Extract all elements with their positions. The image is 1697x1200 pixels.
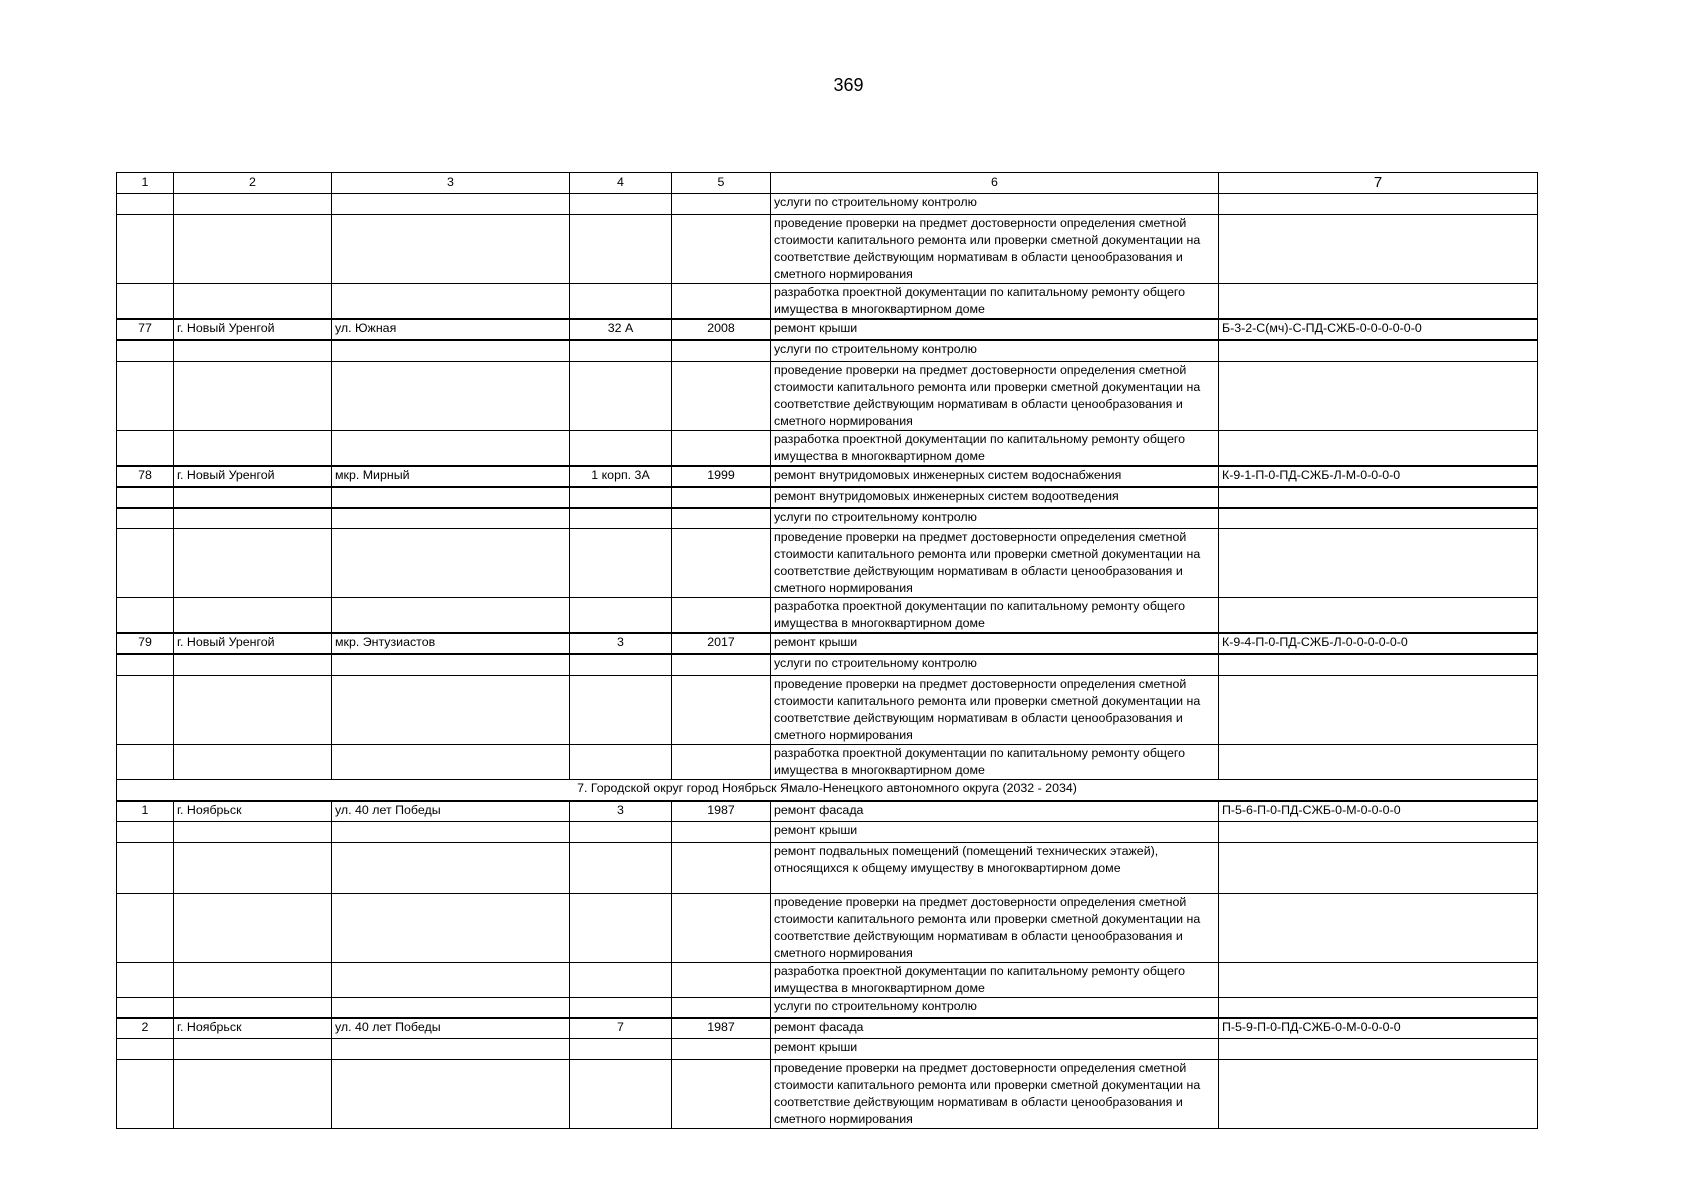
building-code-cell — [1219, 430, 1538, 466]
work-type-cell: разработка проектной документации по капитальному ремонту общего имущества в многоквартирном доме — [771, 284, 1219, 320]
table-row — [117, 1039, 1538, 1060]
header-row — [117, 173, 1538, 194]
street-cell — [332, 675, 570, 744]
street-cell — [332, 963, 570, 998]
number-cell — [117, 1039, 174, 1060]
repair-register-table — [116, 172, 1538, 1129]
building-code-cell — [1219, 843, 1538, 894]
year-cell — [672, 430, 771, 466]
street-cell — [332, 822, 570, 843]
section-title: 7. Городской округ город Ноябрьск Ямало-Ненецкого автономного округа (2032 - 2034) — [117, 779, 1538, 801]
year-cell — [672, 529, 771, 598]
year-cell — [672, 654, 771, 675]
street-cell — [332, 894, 570, 963]
street-cell — [332, 194, 570, 215]
number-cell: 1 — [117, 801, 174, 822]
year-cell: 2008 — [672, 319, 771, 340]
city-cell: г. Новый Уренгой — [174, 633, 332, 654]
work-type-cell: услуги по строительному контролю — [771, 654, 1219, 675]
street-cell — [332, 487, 570, 508]
table-row — [117, 340, 1538, 361]
house-cell — [570, 529, 672, 598]
building-code-cell — [1219, 1039, 1538, 1060]
house-cell — [570, 194, 672, 215]
year-cell — [672, 744, 771, 779]
year-cell — [672, 361, 771, 430]
number-cell — [117, 340, 174, 361]
building-code-cell — [1219, 963, 1538, 998]
street-cell — [332, 361, 570, 430]
year-cell — [672, 215, 771, 284]
city-cell — [174, 529, 332, 598]
work-type-cell: проведение проверки на предмет достоверности определения сметной стоимости капитального ремонта или проверки сметной документации на соответствие действующим нормативам в области ценообразования и сметного нормирования — [771, 215, 1219, 284]
city-cell: г. Новый Уренгой — [174, 466, 332, 487]
year-cell: 2017 — [672, 633, 771, 654]
city-cell — [174, 843, 332, 894]
street-cell — [332, 598, 570, 634]
street-cell — [332, 340, 570, 361]
year-cell — [672, 1039, 771, 1060]
city-cell: г. Ноябрьск — [174, 801, 332, 822]
header-cell: 7 — [1219, 173, 1538, 194]
year-cell — [672, 1060, 771, 1129]
number-cell — [117, 529, 174, 598]
number-cell — [117, 822, 174, 843]
table-row — [117, 744, 1538, 779]
table-row — [117, 319, 1538, 340]
work-type-cell: проведение проверки на предмет достоверности определения сметной стоимости капитального ремонта или проверки сметной документации на соответствие действующим нормативам в области ценообразования и сметного нормирования — [771, 894, 1219, 963]
number-cell — [117, 284, 174, 320]
house-cell — [570, 361, 672, 430]
table-row — [117, 801, 1538, 822]
city-cell — [174, 998, 332, 1018]
street-cell — [332, 1060, 570, 1129]
number-cell — [117, 361, 174, 430]
number-cell — [117, 1060, 174, 1129]
house-cell — [570, 654, 672, 675]
building-code-cell — [1219, 894, 1538, 963]
work-type-cell: услуги по строительному контролю — [771, 508, 1219, 529]
street-cell — [332, 508, 570, 529]
header-cell: 6 — [771, 173, 1219, 194]
year-cell — [672, 284, 771, 320]
work-type-cell: проведение проверки на предмет достоверности определения сметной стоимости капитального ремонта или проверки сметной документации на соответствие действующим нормативам в области ценообразования и сметного нормирования — [771, 675, 1219, 744]
work-type-cell: разработка проектной документации по капитальному ремонту общего имущества в многоквартирном доме — [771, 598, 1219, 634]
number-cell — [117, 963, 174, 998]
work-type-cell: ремонт крыши — [771, 633, 1219, 654]
building-code-cell — [1219, 675, 1538, 744]
work-type-cell: проведение проверки на предмет достоверности определения сметной стоимости капитального ремонта или проверки сметной документации на соответствие действующим нормативам в области ценообразования и сметного нормирования — [771, 361, 1219, 430]
table-row — [117, 598, 1538, 634]
building-code-cell — [1219, 654, 1538, 675]
number-cell: 79 — [117, 633, 174, 654]
year-cell — [672, 998, 771, 1018]
header-cell: 4 — [570, 173, 672, 194]
number-cell — [117, 598, 174, 634]
number-cell — [117, 675, 174, 744]
year-cell — [672, 598, 771, 634]
year-cell — [672, 194, 771, 215]
work-type-cell: ремонт крыши — [771, 1039, 1219, 1060]
work-type-cell: ремонт крыши — [771, 319, 1219, 340]
table-row — [117, 998, 1538, 1018]
table-row — [117, 843, 1538, 894]
city-cell — [174, 822, 332, 843]
house-cell — [570, 744, 672, 779]
table-row — [117, 1060, 1538, 1129]
city-cell — [174, 508, 332, 529]
year-cell — [672, 508, 771, 529]
header-cell: 5 — [672, 173, 771, 194]
building-code-cell — [1219, 998, 1538, 1018]
street-cell: ул. 40 лет Победы — [332, 1018, 570, 1039]
city-cell — [174, 194, 332, 215]
city-cell — [174, 894, 332, 963]
city-cell — [174, 215, 332, 284]
year-cell: 1999 — [672, 466, 771, 487]
header-cell: 1 — [117, 173, 174, 194]
year-cell: 1987 — [672, 801, 771, 822]
house-cell: 3 — [570, 633, 672, 654]
table-row — [117, 529, 1538, 598]
city-cell — [174, 654, 332, 675]
work-type-cell: разработка проектной документации по капитальному ремонту общего имущества в многоквартирном доме — [771, 963, 1219, 998]
house-cell — [570, 508, 672, 529]
number-cell — [117, 215, 174, 284]
table-row — [117, 215, 1538, 284]
table-row — [117, 284, 1538, 320]
table-row — [117, 894, 1538, 963]
building-code-cell — [1219, 284, 1538, 320]
building-code-cell: К-9-1-П-0-ПД-СЖБ-Л-М-0-0-0-0 — [1219, 466, 1538, 487]
house-cell: 32 А — [570, 319, 672, 340]
building-code-cell: К-9-4-П-0-ПД-СЖБ-Л-0-0-0-0-0-0 — [1219, 633, 1538, 654]
work-type-cell: услуги по строительному контролю — [771, 194, 1219, 215]
table-row — [117, 508, 1538, 529]
number-cell — [117, 744, 174, 779]
building-code-cell — [1219, 822, 1538, 843]
year-cell — [672, 822, 771, 843]
house-cell: 3 — [570, 801, 672, 822]
street-cell — [332, 998, 570, 1018]
table-row — [117, 466, 1538, 487]
house-cell: 7 — [570, 1018, 672, 1039]
building-code-cell — [1219, 1060, 1538, 1129]
year-cell: 1987 — [672, 1018, 771, 1039]
street-cell — [332, 284, 570, 320]
table-row — [117, 633, 1538, 654]
house-cell — [570, 215, 672, 284]
building-code-cell — [1219, 361, 1538, 430]
city-cell — [174, 744, 332, 779]
header-cell: 3 — [332, 173, 570, 194]
city-cell — [174, 284, 332, 320]
house-cell — [570, 598, 672, 634]
work-type-cell: разработка проектной документации по капитальному ремонту общего имущества в многоквартирном доме — [771, 744, 1219, 779]
work-type-cell: ремонт внутридомовых инженерных систем водоотведения — [771, 487, 1219, 508]
number-cell — [117, 508, 174, 529]
number-cell: 78 — [117, 466, 174, 487]
street-cell — [332, 430, 570, 466]
number-cell — [117, 998, 174, 1018]
work-type-cell: услуги по строительному контролю — [771, 340, 1219, 361]
city-cell — [174, 1060, 332, 1129]
street-cell: ул. 40 лет Победы — [332, 801, 570, 822]
header-cell: 2 — [174, 173, 332, 194]
city-cell — [174, 340, 332, 361]
table-row — [117, 487, 1538, 508]
house-cell — [570, 843, 672, 894]
table-row — [117, 822, 1538, 843]
city-cell — [174, 361, 332, 430]
number-cell: 2 — [117, 1018, 174, 1039]
building-code-cell — [1219, 194, 1538, 215]
city-cell — [174, 963, 332, 998]
street-cell — [332, 215, 570, 284]
house-cell — [570, 894, 672, 963]
building-code-cell — [1219, 340, 1538, 361]
building-code-cell — [1219, 215, 1538, 284]
work-type-cell: разработка проектной документации по капитальному ремонту общего имущества в многоквартирном доме — [771, 430, 1219, 466]
number-cell — [117, 843, 174, 894]
number-cell: 77 — [117, 319, 174, 340]
house-cell — [570, 998, 672, 1018]
house-cell — [570, 340, 672, 361]
page-number: 369 — [833, 75, 864, 95]
building-code-cell: П-5-9-П-0-ПД-СЖБ-0-М-0-0-0-0 — [1219, 1018, 1538, 1039]
work-type-cell: проведение проверки на предмет достоверности определения сметной стоимости капитального ремонта или проверки сметной документации на соответствие действующим нормативам в области ценообразования и сметного нормирования — [771, 529, 1219, 598]
table-row — [117, 963, 1538, 998]
street-cell — [332, 654, 570, 675]
street-cell — [332, 529, 570, 598]
house-cell — [570, 430, 672, 466]
number-cell — [117, 194, 174, 215]
number-cell — [117, 654, 174, 675]
work-type-cell: ремонт фасада — [771, 1018, 1219, 1039]
table-row — [117, 430, 1538, 466]
house-cell — [570, 1060, 672, 1129]
city-cell — [174, 430, 332, 466]
work-type-cell: проведение проверки на предмет достоверности определения сметной стоимости капитального ремонта или проверки сметной документации на соответствие действующим нормативам в области ценообразования и сметного нормирования — [771, 1060, 1219, 1129]
work-type-cell: ремонт подвальных помещений (помещений технических этажей), относящихся к общему имуществу в многоквартирном доме — [771, 843, 1219, 894]
year-cell — [672, 894, 771, 963]
street-cell — [332, 1039, 570, 1060]
section-row — [117, 779, 1538, 801]
building-code-cell — [1219, 487, 1538, 508]
year-cell — [672, 963, 771, 998]
building-code-cell: П-5-6-П-0-ПД-СЖБ-0-М-0-0-0-0 — [1219, 801, 1538, 822]
city-cell — [174, 1039, 332, 1060]
work-type-cell: услуги по строительному контролю — [771, 998, 1219, 1018]
table-row — [117, 1018, 1538, 1039]
table-body — [117, 173, 1538, 1129]
year-cell — [672, 675, 771, 744]
house-cell — [570, 675, 672, 744]
building-code-cell: Б-3-2-С(мч)-С-ПД-СЖБ-0-0-0-0-0-0 — [1219, 319, 1538, 340]
house-cell — [570, 963, 672, 998]
city-cell: г. Ноябрьск — [174, 1018, 332, 1039]
house-cell — [570, 822, 672, 843]
street-cell — [332, 744, 570, 779]
work-type-cell: ремонт внутридомовых инженерных систем водоснабжения — [771, 466, 1219, 487]
house-cell — [570, 1039, 672, 1060]
table-row — [117, 654, 1538, 675]
year-cell — [672, 340, 771, 361]
building-code-cell — [1219, 598, 1538, 634]
table-row — [117, 675, 1538, 744]
work-type-cell: ремонт фасада — [771, 801, 1219, 822]
building-code-cell — [1219, 744, 1538, 779]
house-cell — [570, 487, 672, 508]
street-cell: мкр. Энтузиастов — [332, 633, 570, 654]
city-cell — [174, 487, 332, 508]
year-cell — [672, 843, 771, 894]
building-code-cell — [1219, 508, 1538, 529]
table-row — [117, 361, 1538, 430]
work-type-cell: ремонт крыши — [771, 822, 1219, 843]
number-cell — [117, 430, 174, 466]
house-cell: 1 корп. 3А — [570, 466, 672, 487]
house-cell — [570, 284, 672, 320]
table-row — [117, 194, 1538, 215]
city-cell: г. Новый Уренгой — [174, 319, 332, 340]
year-cell — [672, 487, 771, 508]
street-cell: ул. Южная — [332, 319, 570, 340]
city-cell — [174, 598, 332, 634]
number-cell — [117, 487, 174, 508]
city-cell — [174, 675, 332, 744]
number-cell — [117, 894, 174, 963]
building-code-cell — [1219, 529, 1538, 598]
street-cell: мкр. Мирный — [332, 466, 570, 487]
street-cell — [332, 843, 570, 894]
